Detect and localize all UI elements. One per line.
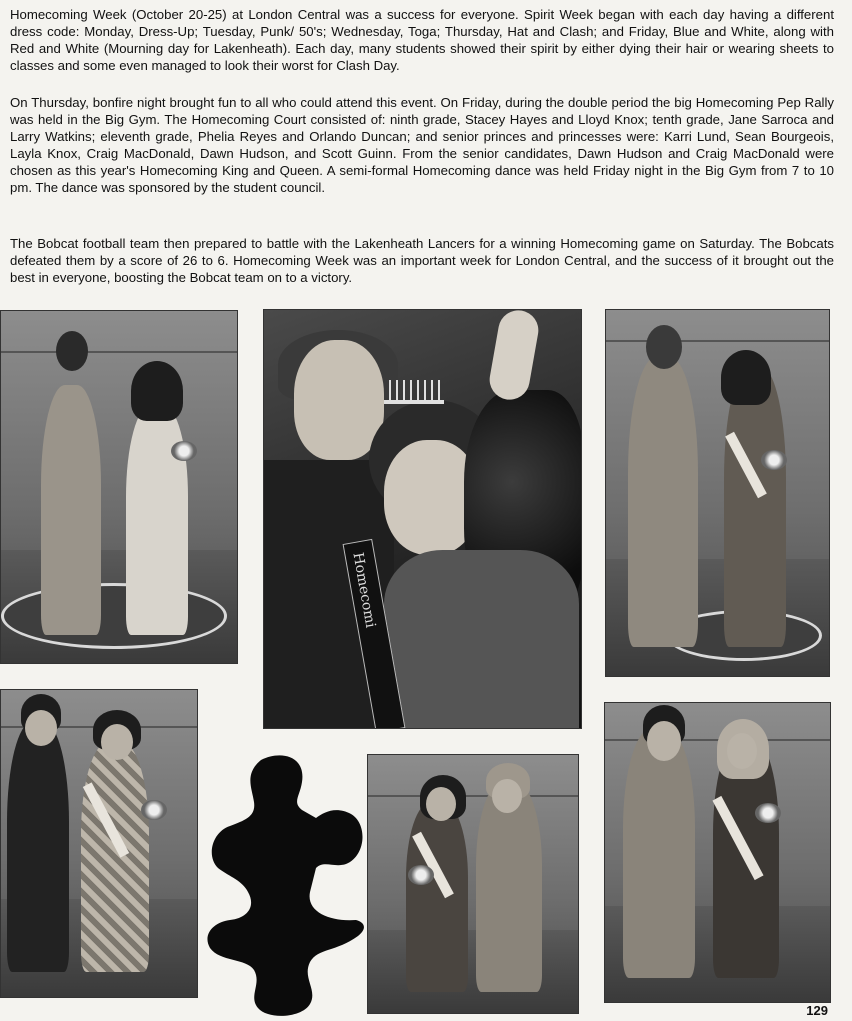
- photo-couple-top-right: [605, 309, 830, 677]
- photo-couple-bottom-center: [367, 754, 579, 1014]
- gym-emblem: [1, 583, 227, 649]
- paragraph-pep-rally: On Thursday, bonfire night brought fun to all who could attend this event. On Friday, during the double period the big Homecoming Pep Rally was held in the Big Gym. The Homecoming Court consisted of: ninth grade, Stacey Hayes and Lloyd Knox; tenth grade, Jane Sarroca and Larry Watkins; eleventh grade, Phelia Reyes and Orlando Duncan; and senior princes and princesses were: Karri Lund, Sean Bourgeois, Layla Knox, Craig MacDonald, Dawn Hudson, and Scott Guinn. From the senior candidates, Dawn Hudson and Craig MacDonald were chosen as this year's Homecoming King and Queen. A semi-formal Homecoming dance was held Friday night in the Big Gym from 7 to 10 pm. The dance was sponsored by the student council.: [10, 95, 834, 195]
- photo-couple-bottom-left: [0, 689, 198, 998]
- photo-crowning: [263, 309, 582, 729]
- sash-text: Homecomi: [349, 551, 379, 630]
- photo-couple-top-left: [0, 310, 238, 664]
- paragraph-spirit-week: Homecoming Week (October 20-25) at London Central was a success for everyone. Spirit Week began with each day having a different dress code: Monday, Dress-Up; Tuesday, Punk/ 50's; Wednesday, Toga; Thursday, Hat and Clash; and Friday, Blue and White, along with Red and White (Mourning day for Lakenheath). Each day, many students showed their spirit by either dying their hair or wearing sheets to classes and some even managed to look their worst for Clash Day.: [10, 7, 834, 73]
- page-number: 129: [806, 1003, 828, 1018]
- puzzle-piece-graphic: [206, 752, 366, 1020]
- photo-couple-bottom-right: [604, 702, 831, 1003]
- tiara: [384, 380, 444, 404]
- paragraph-football-game: The Bobcat football team then prepared to battle with the Lakenheath Lancers for a winning Homecoming game on Saturday. The Bobcats defeated them by a score of 26 to 6. Homecoming Week was an important week for London Central, and the success of it brought out the best in everyone, boosting the Bobcat team on to a victory.: [10, 236, 834, 285]
